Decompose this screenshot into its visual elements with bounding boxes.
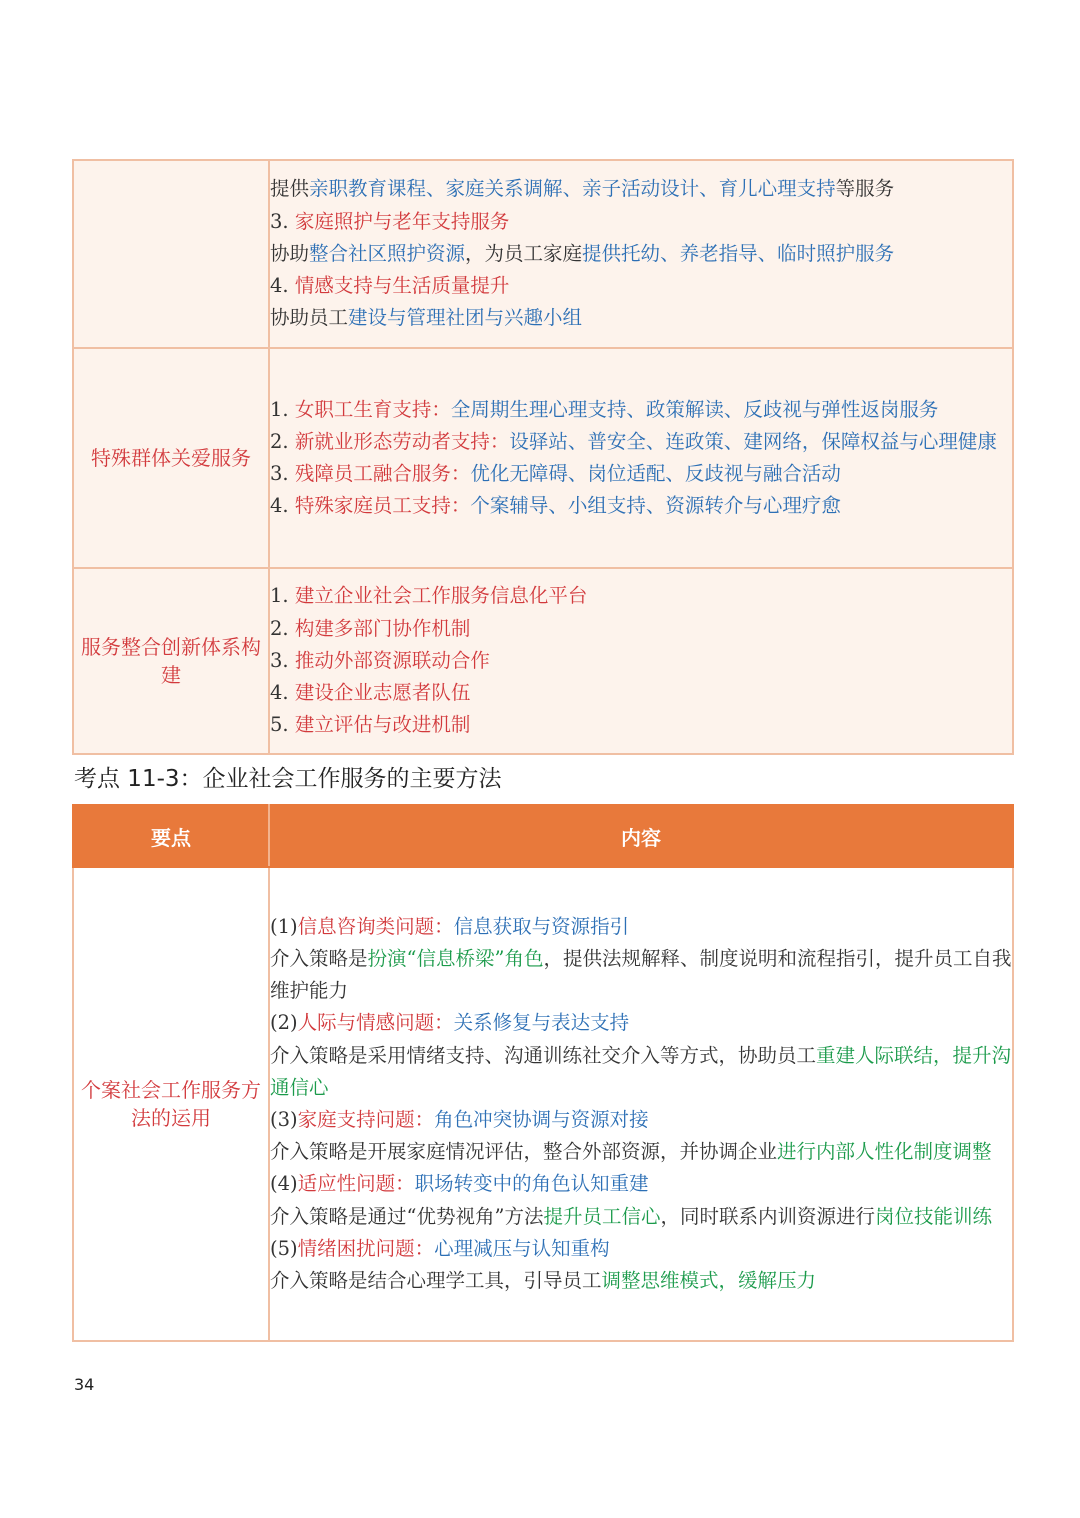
content-line: 提供亲职教育课程、家庭关系调解、亲子活动设计、育儿心理支持等服务 — [270, 177, 895, 201]
content-line: 协助员工建设与管理社团与兴趣小组 — [270, 306, 583, 330]
header-content: 内容 — [269, 805, 1013, 867]
row-content — [269, 568, 1013, 754]
row-label-casework: 个案社会工作服务方法的运用 — [73, 867, 269, 1341]
content-line: 3. 家庭照护与老年支持服务 — [270, 209, 510, 233]
strategy-text: 介入策略是扮演“信息桥梁”角色，提供法规解释、制度说明和流程指引，提升员工自我维护能力 — [270, 946, 1012, 1003]
strategy-text: 介入策略是结合心理学工具，引导员工调整思维模式，缓解压力 — [270, 1269, 817, 1293]
list-item: 1. 建立企业社会工作服务信息化平台 — [270, 584, 588, 608]
row-label-service-integration: 服务整合创新体系构建 — [73, 568, 269, 754]
strategy-text: 介入策略是采用情绪支持、沟通训练社交介入等方式，协助员工重建人际联结，提升沟通信心 — [270, 1043, 1012, 1099]
table-row — [73, 160, 1013, 348]
page-number: 34 — [74, 1375, 95, 1394]
content-line: 1. 女职工生育支持：全周期生理心理支持、政策解读、反歧视与弹性返岗服务 — [270, 397, 939, 421]
problem-heading: (4)适应性问题：职场转变中的角色认知重建 — [270, 1172, 649, 1196]
list-item: 4. 建设企业志愿者队伍 — [270, 681, 471, 705]
problem-heading: (3)家庭支持问题：角色冲突协调与资源对接 — [270, 1108, 649, 1131]
problem-heading: (2)人际与情感问题：关系修复与表达支持 — [270, 1011, 630, 1035]
strategy-text: 介入策略是开展家庭情况评估，整合外部资源，并协调企业进行内部人性化制度调整 — [270, 1140, 992, 1164]
service-table-continued — [72, 159, 1014, 755]
content-line: 2. 新就业形态劳动者支持：设驿站、普安全、连政策、建网络，保障权益与心理健康 — [270, 429, 997, 453]
content-line: 协助整合社区照护资源，为员工家庭提供托幼、养老指导、临时照护服务 — [270, 241, 895, 265]
problem-heading: (5)情绪困扰问题：心理减压与认知重构 — [270, 1236, 610, 1260]
content-line: 4. 情感支持与生活质量提升 — [270, 274, 510, 298]
list-item: 2. 构建多部门协作机制 — [270, 616, 471, 640]
header-key-points: 要点 — [73, 805, 269, 867]
section-heading: 考点 11-3：企业社会工作服务的主要方法 — [74, 766, 502, 792]
table-row — [73, 568, 1013, 754]
list-item: 3. 推动外部资源联动合作 — [270, 648, 490, 672]
strategy-text: 介入策略是通过“优势视角”方法提升员工信心，同时联系内训资源进行岗位技能训练 — [270, 1204, 992, 1228]
row-label-special-groups: 特殊群体关爱服务 — [73, 348, 269, 568]
row-content — [269, 867, 1013, 1341]
row-label-empty — [73, 160, 269, 348]
table-header-row — [73, 805, 1013, 867]
row-content — [269, 160, 1013, 348]
content-line: 3. 残障员工融合服务：优化无障碍、岗位适配、反歧视与融合活动 — [270, 462, 841, 485]
row-content — [269, 348, 1013, 568]
problem-heading: (1)信息咨询类问题：信息获取与资源指引 — [270, 914, 630, 938]
content-line: 4. 特殊家庭员工支持：个案辅导、小组支持、资源转介与心理疗愈 — [270, 494, 841, 518]
methods-table — [72, 804, 1014, 1342]
list-item: 5. 建立评估与改进机制 — [270, 713, 471, 737]
table-row — [73, 348, 1013, 568]
table-row — [73, 867, 1013, 1341]
